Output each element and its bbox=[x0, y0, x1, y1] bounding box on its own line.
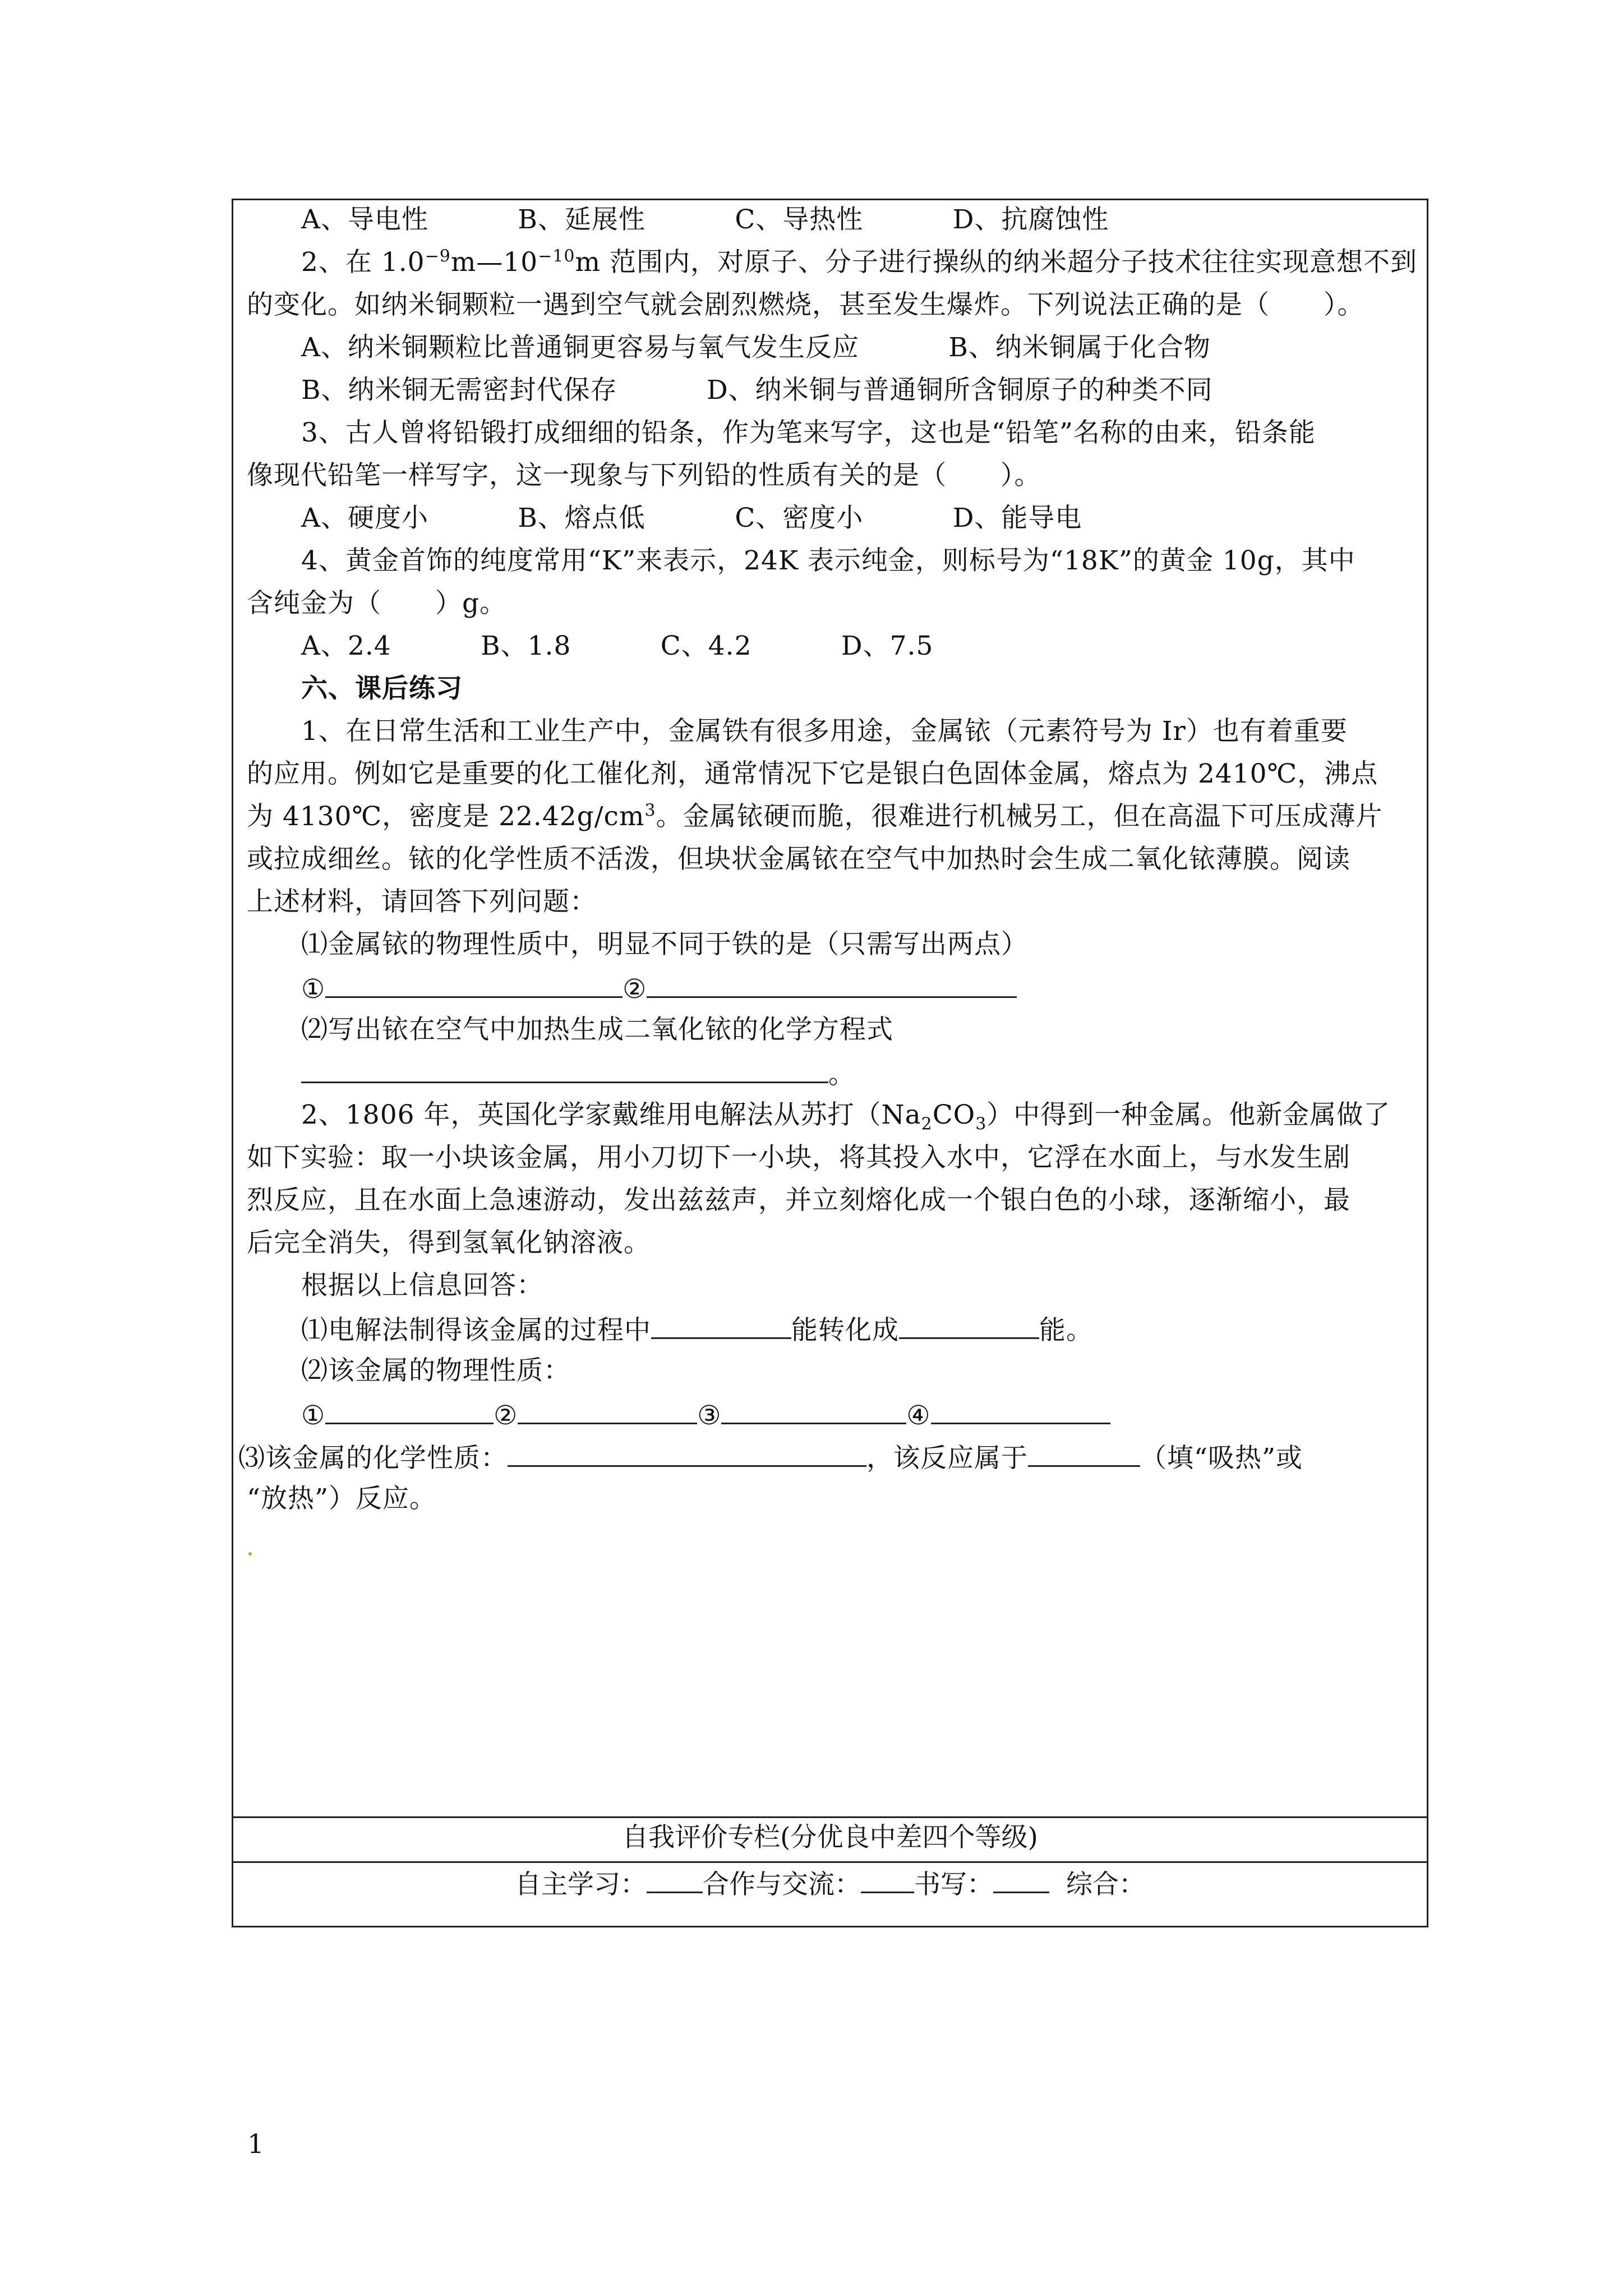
page-number: 1 bbox=[247, 2129, 264, 2160]
answer-blank[interactable] bbox=[518, 1397, 697, 1424]
p1-line1: 1、在日常生活和工业生产中，金属铁有很多用途，金属铱（元素符号为 Ir）也有着重要 bbox=[301, 716, 1348, 747]
p1-sub2: ⑵写出铱在空气中加热生成二氧化铱的化学方程式 bbox=[301, 1014, 893, 1045]
p1-blanks: ① ② bbox=[301, 970, 1017, 1006]
p1-line2: 的应用。例如它是重要的化工催化剂，通常情况下它是银白色固体金属，熔点为 2410℃，沸点 bbox=[247, 758, 1378, 789]
p1-line4: 或拉成细丝。铱的化学性质不活泼，但块状金属铱在空气中加热时会生成二氧化铱薄膜。阅读 bbox=[247, 844, 1350, 875]
q2-options-ab: A、纳米铜颗粒比普通铜更容易与氧气发生反应 B、纳米铜属于化合物 bbox=[301, 332, 1211, 363]
answer-blank[interactable] bbox=[508, 1439, 866, 1467]
answer-blank[interactable] bbox=[651, 1312, 791, 1339]
q4-line1: 4、黄金首饰的纯度常用“K”来表示，24K 表示纯金，则标号为“18K”的黄金 10g，其中 bbox=[301, 545, 1355, 576]
p2-sub1: ⑴电解法制得该金属的过程中 能转化成 能。 bbox=[301, 1312, 1093, 1347]
p1-sub1: ⑴金属铱的物理性质中，明显不同于铁的是（只需写出两点） bbox=[301, 929, 1028, 960]
answer-blank[interactable] bbox=[899, 1312, 1039, 1339]
grade-blank[interactable] bbox=[647, 1866, 703, 1893]
p1-line3: 为 4130℃，密度是 $22.42g/cm^3$。金属铱硬而脆，很难进行机械另工，但在高温下可压成薄片 bbox=[247, 800, 1383, 832]
q4-options: A、2.4 B、1.8 C、4.2 D、7.5 bbox=[301, 631, 934, 661]
answer-blank[interactable] bbox=[1028, 1439, 1140, 1467]
p2-sub2: ⑵该金属的物理性质： bbox=[301, 1355, 570, 1386]
section-title: 六、课后练习 bbox=[301, 673, 463, 704]
answer-blank[interactable] bbox=[325, 1397, 494, 1424]
p2-line1: 2、1806 年，英国化学家戴维用电解法从苏打$(Na_2CO_3)$中得到一种金属。他新金属做了 bbox=[301, 1099, 1391, 1134]
self-eval-title: 自我评价专栏(分优良中差四个等级) bbox=[622, 1822, 1038, 1853]
q3-options: A、硬度小 B、熔点低 C、密度小 D、能导电 bbox=[301, 503, 1082, 533]
p2-line4: 后完全消失，得到氢氧化钠溶液。 bbox=[247, 1227, 651, 1258]
grade-blank[interactable] bbox=[993, 1866, 1049, 1893]
table-divider bbox=[232, 1816, 1428, 1818]
p2-line3: 烈反应，且在水面上急速游动，发出兹兹声，并立刻熔化成一个银白色的小球，逐渐缩小，最 bbox=[247, 1185, 1350, 1216]
p1-line5: 上述材料，请回答下列问题： bbox=[247, 886, 597, 917]
q3-line2: 像现代铅笔一样写字，这一现象与下列铅的性质有关的是（ ）。 bbox=[247, 460, 1041, 491]
q2-line2: 的变化。如纳米铜颗粒一遇到空气就会剧烈燃烧，甚至发生爆炸。下列说法正确的是（ ）。 bbox=[247, 289, 1364, 320]
grade-blank[interactable] bbox=[861, 1866, 914, 1893]
p2-sub3-line2: “放热”）反应。 bbox=[247, 1483, 437, 1514]
p2-line2: 如下实验：取一小块该金属，用小刀切下一小块，将其投入水中，它浮在水面上，与水发生剧 bbox=[247, 1142, 1350, 1173]
self-eval-row: 自主学习： 合作与交流： 书写： 综合： bbox=[232, 1866, 1428, 1902]
q2-options-cd: B、纳米铜无需密封代保存 D、纳米铜与普通铜所含铜原子的种类不同 bbox=[301, 375, 1213, 406]
table-divider bbox=[232, 1861, 1428, 1863]
answer-blank[interactable] bbox=[721, 1397, 906, 1424]
stray-mark bbox=[248, 1552, 252, 1556]
q2-line1: 2、在 $1.0^{-9}m—10^{-10}m$ 范围内，对原子、分子进行操纵的纳米超分子技术往往实现意想不到 bbox=[301, 246, 1418, 278]
p1-equation-line: 。 bbox=[301, 1056, 855, 1092]
answer-blank[interactable] bbox=[647, 970, 1017, 998]
p2-blanks: ① ② ③ ④ bbox=[301, 1397, 1110, 1433]
answer-blank[interactable] bbox=[325, 970, 623, 998]
q3-line1: 3、古人曾将铅锻打成细细的铅条，作为笔来写字，这也是“铅笔”名称的由来，铅条能 bbox=[301, 417, 1316, 448]
q4-line2: 含纯金为（ ）g。 bbox=[247, 588, 507, 619]
answer-blank[interactable] bbox=[931, 1397, 1110, 1424]
answer-blank[interactable] bbox=[301, 1056, 828, 1083]
p2-line5: 根据以上信息回答： bbox=[301, 1270, 543, 1301]
p2-sub3: ⑶该金属的化学性质： ，该反应属于 （填“吸热”或 bbox=[238, 1439, 1303, 1475]
q1-options: A、导电性 B、延展性 C、导热性 D、抗腐蚀性 bbox=[301, 204, 1109, 235]
